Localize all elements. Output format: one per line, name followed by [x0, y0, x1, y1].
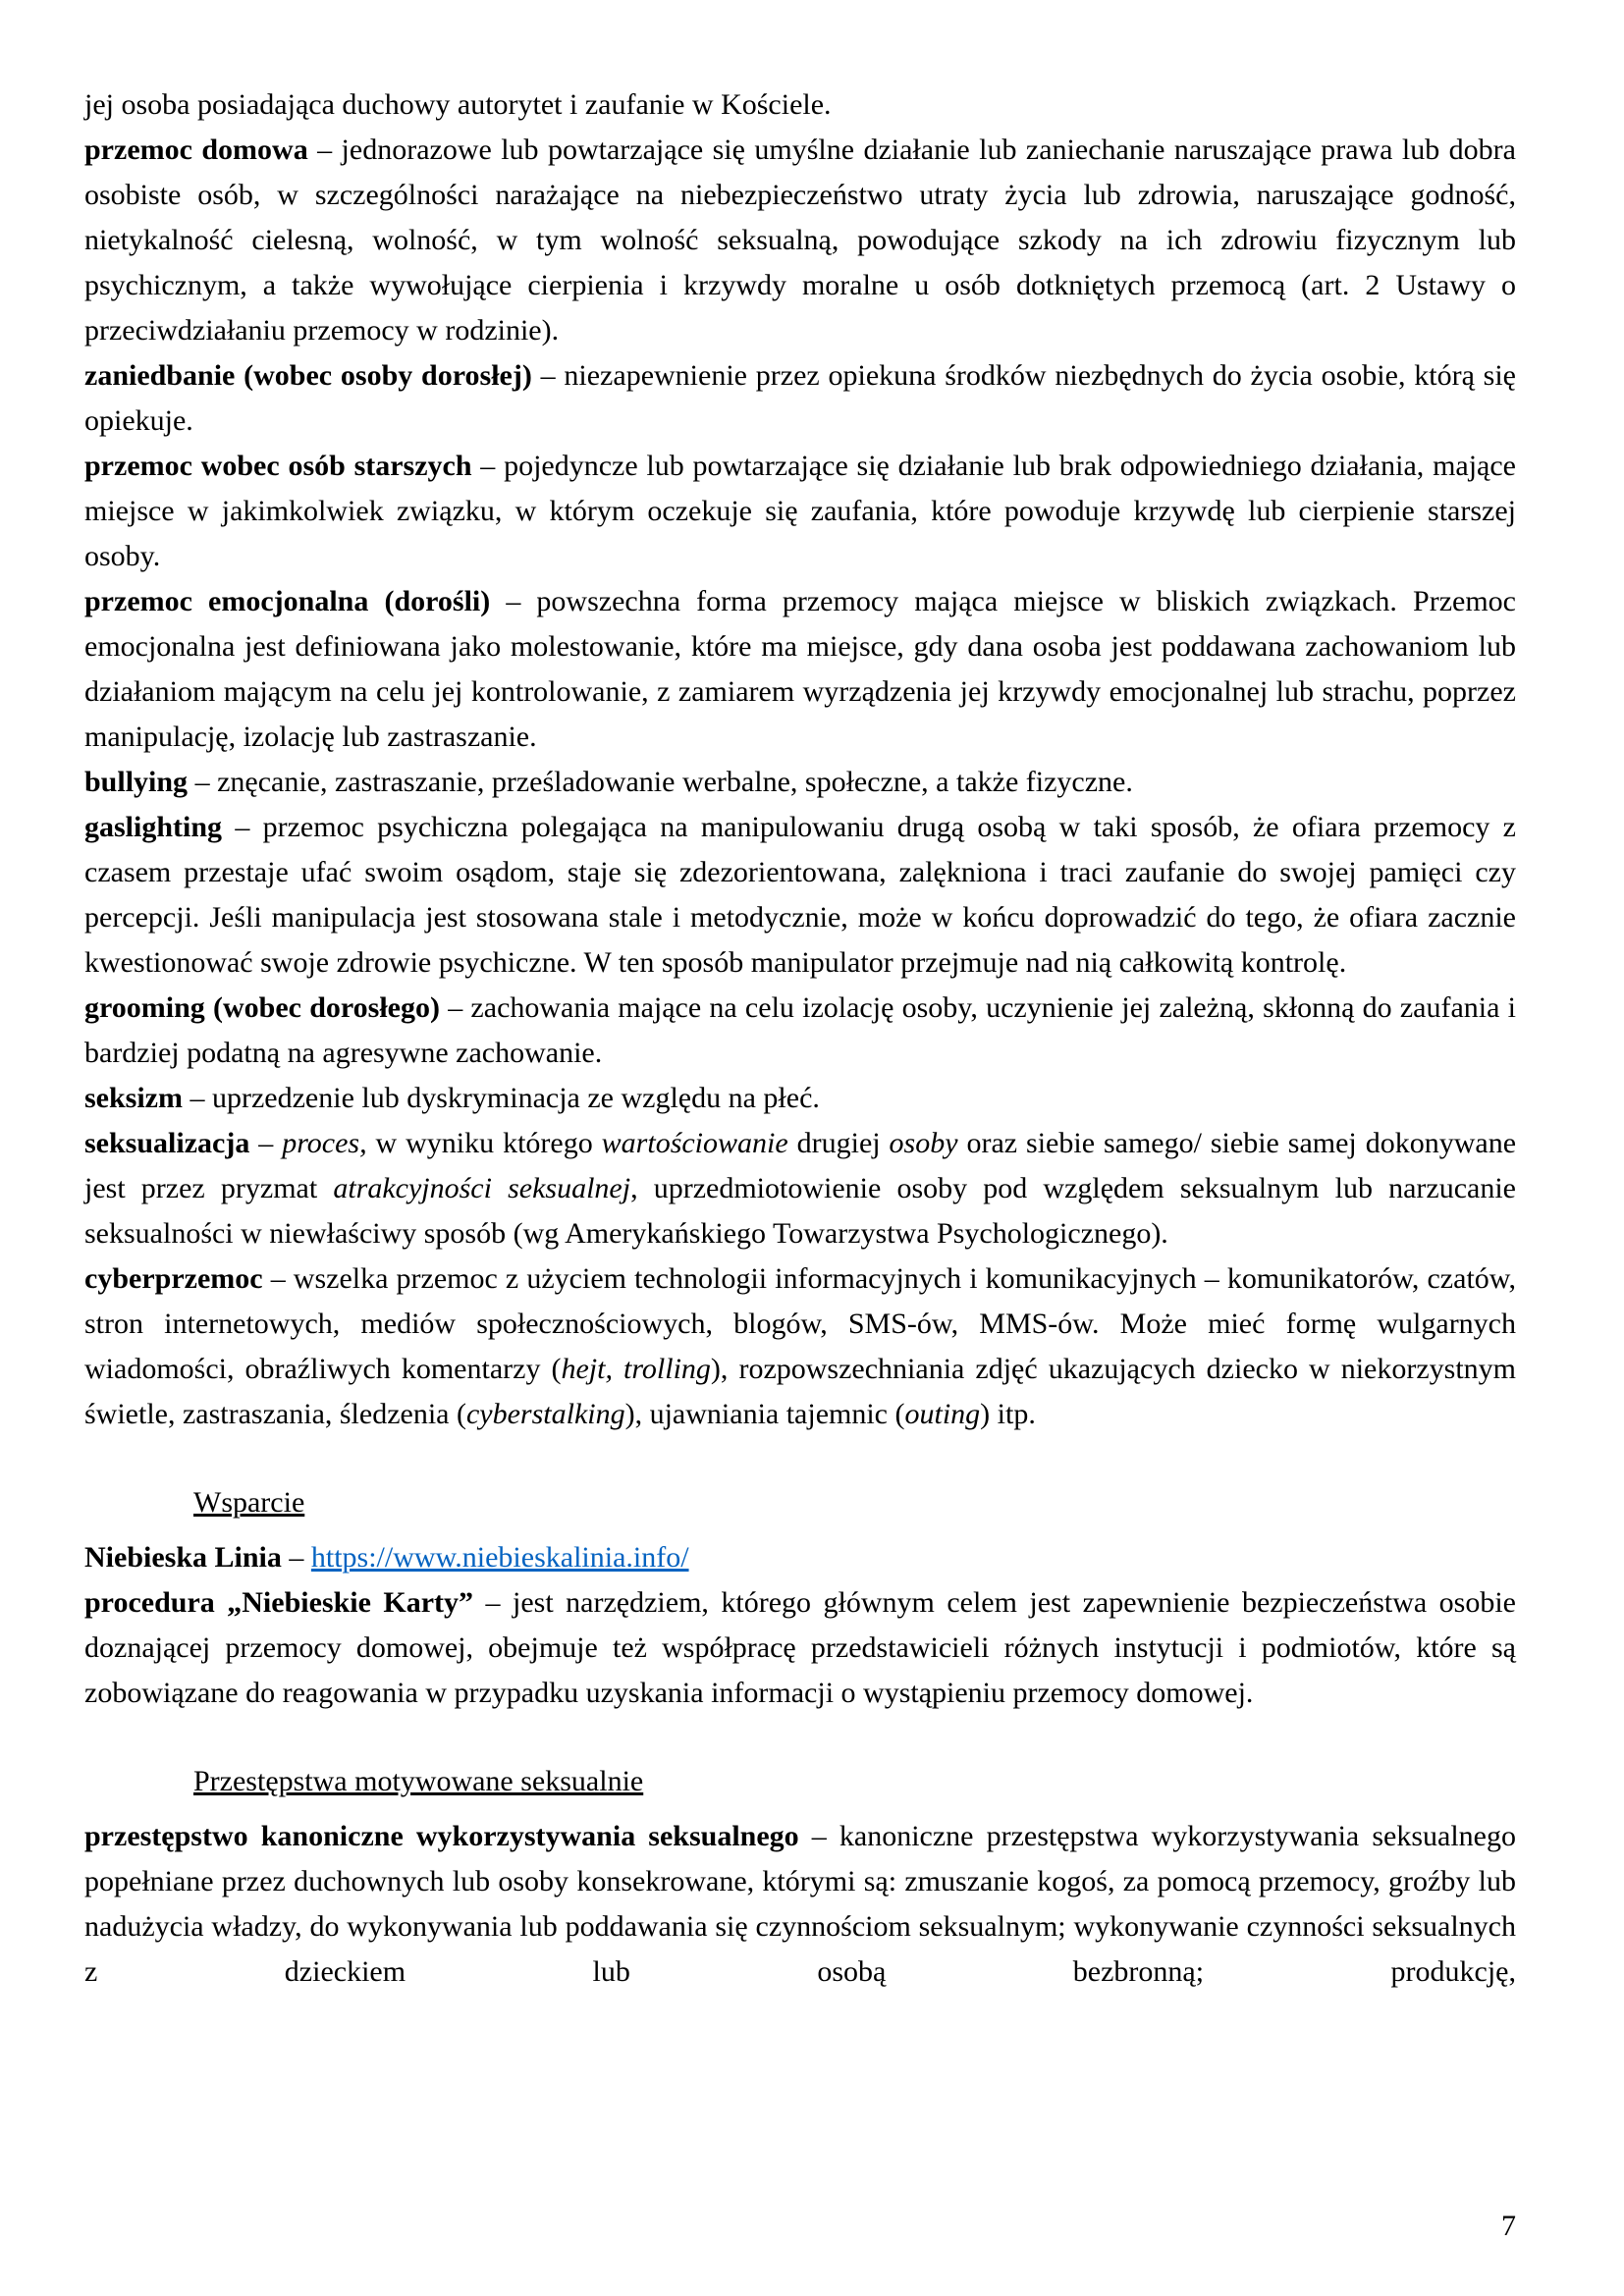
definition-przemoc-wobec-osob-starszych: [84, 444, 1516, 579]
section-heading-text: Przestępstwa motywowane seksualnie: [193, 1765, 644, 1797]
support-niebieska-linia: [84, 1535, 1516, 1580]
text-segment: –: [281, 1541, 311, 1574]
heading-przestepstwa-motywowane-seksualnie: [84, 1759, 1516, 1804]
text-segment: – pojedyncze lub powtarzające się działanie lub brak odpowiedniego działania, mające miejsce w jakimkolwiek związku, w którym oczekuje się zaufania, które powoduje krzywdę lub cierpienie starszej osoby.: [84, 450, 1517, 572]
text-italic: atrakcyjności seksualnej: [333, 1172, 631, 1204]
term-bold: procedura „Niebieskie Karty”: [84, 1586, 474, 1619]
term-bold: przestępstwo kanoniczne wykorzystywania seksualnego: [84, 1820, 799, 1852]
text-italic: hejt, trolling: [561, 1353, 711, 1385]
term-bold: przemoc wobec osób starszych: [84, 450, 472, 482]
text-segment: jej osoba posiadająca duchowy autorytet i zaufanie w Kościele.: [84, 88, 832, 121]
term-bold: seksizm: [84, 1082, 183, 1114]
text-segment: , uprzedmiotowienie osoby pod względem seksualnym lub narzucanie seksualności w niewłaściwy sposób (wg Amerykańskiego Towarzystwa Psychologicznego).: [84, 1172, 1517, 1250]
term-bold: grooming (wobec dorosłego): [84, 991, 440, 1024]
text-segment: ), ujawniania tajemnic (: [624, 1398, 905, 1430]
text-italic: outing: [904, 1398, 981, 1430]
text-segment: drugiej: [787, 1127, 890, 1159]
text-segment: – uprzedzenie lub dyskryminacja ze względu na płeć.: [183, 1082, 820, 1114]
text-italic: osoby: [889, 1127, 958, 1159]
definition-bullying: [84, 760, 1516, 805]
text-italic: cyberstalking: [465, 1398, 625, 1430]
term-bold: przemoc emocjonalna (dorośli): [84, 585, 491, 617]
term-bold: gaslighting: [84, 811, 223, 843]
text-segment: – kanoniczne przestępstwa wykorzystywania seksualnego popełniane przez duchownych lub osoby konsekrowane, którymi są: zmuszanie kogoś, za pomocą przemocy, groźby lub nadużycia władzy, do wykonywania lub poddawania się czynnościom seksualnym; wykonywanie czynności seksualnych z dzieckiem lub osobą bezbronną; produkcję,: [84, 1820, 1516, 1988]
definition-zaniedbanie: [84, 353, 1516, 444]
text-segment: – zachowania mające na celu izolację osoby, uczynienie jej zależną, skłonną do zaufania i bardziej podatną na agresywne zachowanie.: [84, 991, 1517, 1069]
intro-continuation: [84, 82, 1516, 128]
text-segment: – jest narzędziem, którego głównym celem jest zapewnienie bezpieczeństwa osobie doznającej przemocy domowej, obejmuje też współpracę przedstawicieli różnych instytucji i podmiotów, które są zobowiązane do reagowania w przypadku uzyskania informacji o wystąpieniu przemocy domowej.: [84, 1586, 1516, 1709]
text-italic: wartościowanie: [601, 1127, 788, 1159]
text-segment: – wszelka przemoc z użyciem technologii informacyjnych i komunikacyjnych – komunikatorów, czatów, stron internetowych, mediów społecznościowych, blogów, SMS-ów, MMS-ów. Może mieć formę wulgarnych wiadomości, obraźliwych komentarzy (: [84, 1262, 1516, 1385]
document-content: [84, 82, 1516, 1995]
text-segment: – przemoc psychiczna polegająca na manipulowaniu drugą osobą w taki sposób, że ofiara przemocy z czasem przestaje ufać swoim osądom, staje się zdezorientowana, zalękniona i traci zaufanie do swojej pamięci czy percepcji. Jeśli manipulacja jest stosowana stale i metodycznie, może w końcu doprowadzić do tego, że ofiara zacznie kwestionować swoje zdrowie psychiczne. W ten sposób manipulator przejmuje nad nią całkowitą kontrolę.: [84, 811, 1516, 979]
page-number: 7: [1501, 2210, 1516, 2242]
definition-procedura-niebieskie-karty: [84, 1580, 1516, 1716]
text-segment: ) itp.: [980, 1398, 1036, 1430]
section-heading-text: Wsparcie: [193, 1486, 305, 1519]
term-bold: Niebieska Linia: [84, 1541, 282, 1574]
hyperlink[interactable]: https://www.niebieskalinia.info/: [310, 1541, 689, 1574]
text-segment: – niezapewnienie przez opiekuna środków niezbędnych do życia osobie, którą się opiekuje.: [84, 359, 1516, 437]
definition-przestepstwo-kanoniczne: [84, 1814, 1516, 1995]
term-bold: seksualizacja: [84, 1127, 250, 1159]
definition-przemoc-domowa: [84, 128, 1516, 353]
definition-przemoc-emocjonalna: [84, 579, 1516, 760]
text-segment: w wyniku którego: [366, 1127, 602, 1159]
text-segment: – jednorazowe lub powtarzające się umyślne działanie lub zaniechanie naruszające prawa lub dobra osobiste osób, w szczególności narażające na niebezpieczeństwo utraty życia lub zdrowia, naruszające godność, nietykalność cielesną, wolność, w tym wolność seksualną, powodujące szkody na ich zdrowiu fizycznym lub psychicznym, a także wywołujące cierpienia i krzywdy moralne u osób dotkniętych przemocą (art. 2 Ustawy o przeciwdziałaniu przemocy w rodzinie).: [84, 133, 1516, 347]
text-segment: –: [249, 1127, 283, 1159]
text-segment: ), rozpowszechniania zdjęć ukazujących dziecko w niekorzystnym świetle, zastraszania, śledzenia (: [84, 1353, 1517, 1430]
definition-grooming: [84, 986, 1516, 1076]
text-italic: proces,: [282, 1127, 367, 1159]
heading-wsparcie: [84, 1480, 1516, 1525]
definition-cyberprzemoc: [84, 1256, 1516, 1437]
term-bold: cyberprzemoc: [84, 1262, 263, 1295]
text-segment: oraz siebie samego/ siebie samej dokonywane jest przez pryzmat: [84, 1127, 1517, 1204]
term-bold: zaniedbanie (wobec osoby dorosłej): [84, 359, 532, 392]
definition-gaslighting: [84, 805, 1516, 986]
text-segment: – powszechna forma przemocy mająca miejsce w bliskich związkach. Przemoc emocjonalna jest definiowana jako molestowanie, które ma miejsce, gdy dana osoba jest poddawana zachowaniom lub działaniom mającym na celu jej kontrolowanie, z zamiarem wyrządzenia jej krzywdy emocjonalnej lub strachu, poprzez manipulację, izolację lub zastraszanie.: [84, 585, 1516, 753]
term-bold: przemoc domowa: [84, 133, 308, 166]
definition-seksizm: [84, 1076, 1516, 1121]
term-bold: bullying: [84, 766, 189, 798]
definition-seksualizacja: [84, 1121, 1516, 1256]
text-segment: – znęcanie, zastraszanie, prześladowanie werbalne, społeczne, a także fizyczne.: [188, 766, 1133, 798]
